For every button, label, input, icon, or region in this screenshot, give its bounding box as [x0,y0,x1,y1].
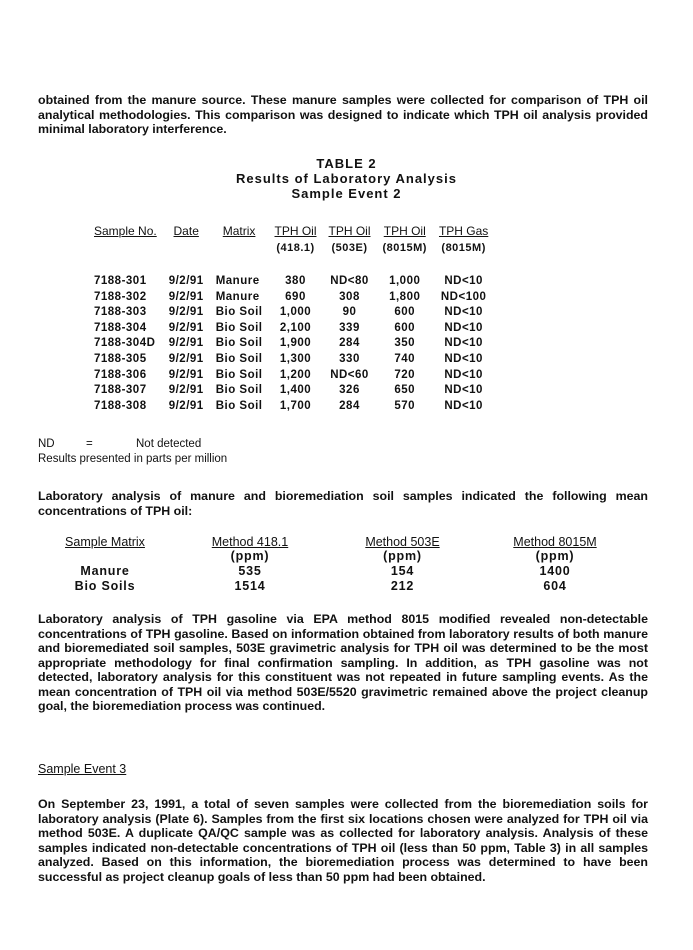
cell-tph-oil-8015m: 570 [394,399,416,412]
table-row [40,564,635,579]
unit-label: (ppm) [383,549,422,563]
mean-concentration-table [40,535,635,594]
table-row [88,383,494,399]
cell-tph-oil-8015m: 740 [394,352,416,365]
results-table [88,224,494,414]
cell-matrix: Bio Soil [215,384,263,397]
cell-matrix: Manure [80,564,130,578]
header-date: Date [173,224,199,238]
legend-nd-line [38,437,227,452]
cell-sample-no: 7188-304 [94,321,147,334]
table-row [88,399,494,415]
cell-8015m: 1400 [539,564,571,578]
cell-8015m: 604 [543,579,567,593]
gasoline-paragraph: Laboratory analysis of TPH gasoline via EPA method 8015 modified revealed non-detectable concentrations of TPH gasoline. Based on information obtained from laboratory results of both manure and bioremediated soil samples, 503E gravimetric analysis for TPH oil was determined to be the most appropriate methodology for final confirmation sampling. In addition, as TPH gasoline was not detected, laboratory analysis for this constituent was not repeated in future sampling events. As the mean concentration of TPH oil via method 503E/5520 gravimetric remained above the project cleanup goal, the bioremediation process was continued. [38,612,648,713]
cell-date: 9/2/91 [168,352,204,365]
table-row [88,336,494,352]
cell-tph-gas: ND<10 [444,321,483,334]
legend-abbr: ND [38,438,55,450]
mean-paragraph: Laboratory analysis of manure and bioremediation soil samples indicated the following mean concentrations of TPH oil: [38,489,648,518]
cell-tph-oil-503e: 339 [339,321,360,334]
cell-matrix: Bio Soils [74,579,136,593]
cell-matrix: Bio Soil [215,306,263,319]
mean-header-418: Method 418.1 [211,535,289,549]
cell-sample-no: 7188-307 [94,384,147,397]
cell-tph-oil-418: 1,000 [279,306,312,319]
mean-header-matrix: Sample Matrix [65,535,145,549]
cell-sample-no: 7188-305 [94,352,147,365]
cell-tph-gas: ND<10 [444,368,483,381]
cell-tph-gas: ND<100 [440,290,487,303]
cell-tph-oil-418: 1,900 [279,337,312,350]
table-row [88,305,494,321]
table-row [88,321,494,337]
header-sample-no: Sample No. [94,224,157,238]
cell-tph-oil-503e: ND<60 [330,368,369,381]
cell-date: 9/2/91 [168,290,204,303]
cell-matrix: Bio Soil [215,337,263,350]
cell-418: 1514 [234,579,266,593]
cell-matrix: Bio Soil [215,399,263,412]
legend-meaning: Not detected [136,438,202,450]
cell-tph-oil-8015m: 600 [394,306,416,319]
cell-tph-oil-8015m: 650 [394,384,416,397]
cell-date: 9/2/91 [168,384,204,397]
cell-sample-no: 7188-303 [94,306,147,319]
legend-units-note: Results presented in parts per million [38,453,228,465]
legend-equals: = [86,438,93,450]
mean-header-8015m: Method 8015M [513,535,597,549]
table-subtitle: Results of Laboratory Analysis [236,171,457,186]
cell-matrix: Bio Soil [215,368,263,381]
table-legend [38,437,227,467]
table-event: Sample Event 2 [291,186,402,201]
cell-date: 9/2/91 [168,368,204,381]
cell-tph-oil-503e: 308 [339,290,360,303]
cell-503e: 154 [390,564,415,578]
cell-matrix: Manure [215,290,260,303]
cell-tph-gas: ND<10 [444,352,483,365]
mean-header-row [40,535,635,549]
cell-date: 9/2/91 [168,399,204,412]
cell-503e: 212 [390,579,415,593]
event3-paragraph: On September 23, 1991, a total of seven samples were collected from the bioremediation soils for laboratory analysis (Plate 6). Samples from the first six locations chosen were analyzed for TPH oil via method 503E. A duplicate QA/QC sample was as collected for laboratory analysis. Analysis of these samples indicated non-detectable concentrations of TPH oil (less than 50 ppm, Table 3) in all samples analyzed. Based on this information, the bioremediation process was determined to have been successful as project cleanup goals of less than 50 ppm had been obtained. [38,797,648,884]
cell-tph-oil-8015m: 720 [394,368,416,381]
table-row [88,352,494,368]
mean-header-503e: Method 503E [365,535,440,549]
mean-unit-row [40,549,635,564]
cell-sample-no: 7188-302 [94,290,147,303]
cell-sample-no: 7188-308 [94,399,147,412]
cell-date: 9/2/91 [168,321,204,334]
cell-tph-oil-418: 380 [285,275,306,287]
cell-tph-gas: ND<10 [444,275,483,287]
unit-label: (ppm) [230,549,270,563]
cell-tph-oil-8015m: 1,800 [389,290,421,303]
cell-matrix: Manure [215,275,260,287]
cell-tph-oil-418: 2,100 [279,321,312,334]
cell-tph-oil-503e: ND<80 [330,275,369,287]
cell-418: 535 [238,564,262,578]
cell-tph-oil-418: 690 [285,290,306,303]
header-tph-oil-503e: TPH Oil (503E) [328,224,371,254]
cell-matrix: Bio Soil [215,352,263,365]
table-title-block [0,156,693,201]
cell-date: 9/2/91 [168,337,204,350]
cell-tph-oil-418: 1,700 [279,399,312,412]
cell-tph-oil-503e: 90 [342,306,357,319]
header-tph-oil-418: TPH Oil (418.1) [274,224,317,254]
results-header-row [88,224,494,254]
cell-tph-oil-503e: 284 [339,337,360,350]
table-row [88,368,494,384]
section-heading-event-3: Sample Event 3 [38,762,127,776]
cell-sample-no: 7188-306 [94,368,147,381]
intro-paragraph: obtained from the manure source. These manure samples were collected for comparison of TPH oil analytical methodologies. This comparison was designed to indicate which TPH oil analysis provided minimal laboratory interference. [38,93,648,136]
cell-tph-oil-418: 1,300 [279,352,312,365]
unit-label: (ppm) [535,549,575,563]
table-row [40,579,635,594]
cell-tph-oil-418: 1,400 [279,384,312,397]
cell-tph-oil-8015m: 350 [394,337,416,350]
header-matrix: Matrix [222,224,256,238]
cell-tph-oil-8015m: 600 [394,321,416,334]
cell-tph-oil-503e: 326 [339,384,360,397]
header-tph-gas-8015m: TPH Gas (8015M) [438,224,489,254]
header-tph-oil-8015m: TPH Oil (8015M) [382,224,427,254]
cell-tph-gas: ND<10 [444,337,483,350]
cell-matrix: Bio Soil [215,321,263,334]
cell-tph-oil-503e: 330 [339,352,360,365]
cell-date: 9/2/91 [168,275,204,287]
table-row [88,290,494,306]
cell-tph-oil-503e: 284 [339,399,360,412]
cell-sample-no: 7188-304D [94,337,156,350]
cell-tph-oil-418: 1,200 [279,368,312,381]
table-row [88,274,494,290]
table-title: TABLE 2 [316,156,377,171]
cell-sample-no: 7188-301 [94,275,147,287]
cell-tph-oil-8015m: 1,000 [389,275,421,287]
cell-date: 9/2/91 [168,306,204,319]
cell-tph-gas: ND<10 [444,399,483,412]
cell-tph-gas: ND<10 [444,384,483,397]
cell-tph-gas: ND<10 [444,306,483,319]
